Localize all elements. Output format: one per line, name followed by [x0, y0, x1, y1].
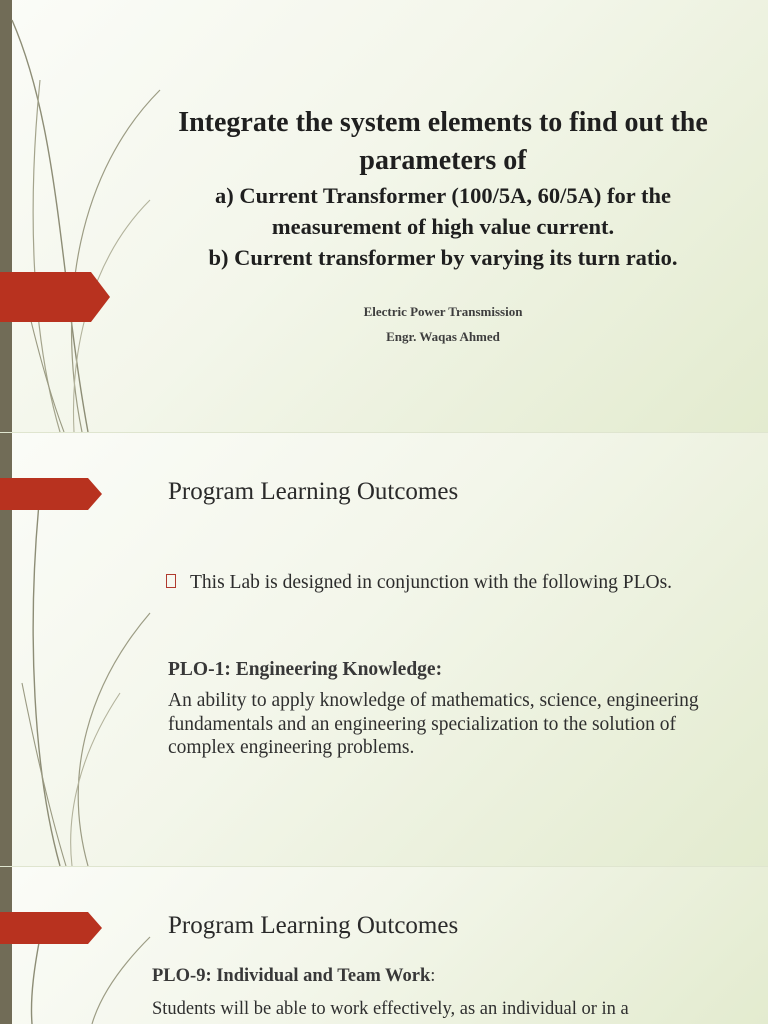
slide-title: Integrate the system elements to find out the parameters of: [178, 107, 708, 176]
slide-subtitle: [160, 180, 726, 273]
objective-a: a) Current Transformer (100/5A, 60/5A) for the measurement of high value current.: [215, 183, 671, 239]
bullet-box-icon: [166, 574, 176, 588]
section-heading: Program Learning Outcomes: [168, 912, 459, 939]
author-name: Engr. Waqas Ahmed: [386, 329, 500, 344]
plo-9-description: Students will be able to work effectively, as an individual or in a: [152, 999, 629, 1019]
plo-9-title: [152, 966, 435, 987]
section-heading: Program Learning Outcomes: [168, 478, 459, 505]
bullet-text: This Lab is designed in conjunction with the following PLOs.: [190, 572, 673, 593]
plo-1-title: PLO-1: Engineering Knowledge:: [168, 659, 443, 680]
title-slide: [0, 0, 768, 432]
accent-arrow-tab: [0, 272, 112, 322]
plo-9-title-text: PLO-9: Individual and Team Work: [152, 966, 431, 986]
plo-slide-1: [0, 433, 768, 866]
plo-1-description: An ability to apply knowledge of mathematics, science, engineering fundamentals and an engineering specialization to the solution of complex engineering problems.: [168, 690, 699, 758]
bullet-item: [166, 571, 726, 595]
course-name: Electric Power Transmission: [363, 304, 523, 319]
accent-arrow-tab: [0, 912, 104, 944]
plo-9-title-colon: :: [430, 966, 436, 986]
accent-arrow-tab: [0, 478, 104, 510]
objective-b: b) Current transformer by varying its turn ratio.: [208, 245, 678, 270]
plo-slide-2: [0, 867, 768, 1024]
